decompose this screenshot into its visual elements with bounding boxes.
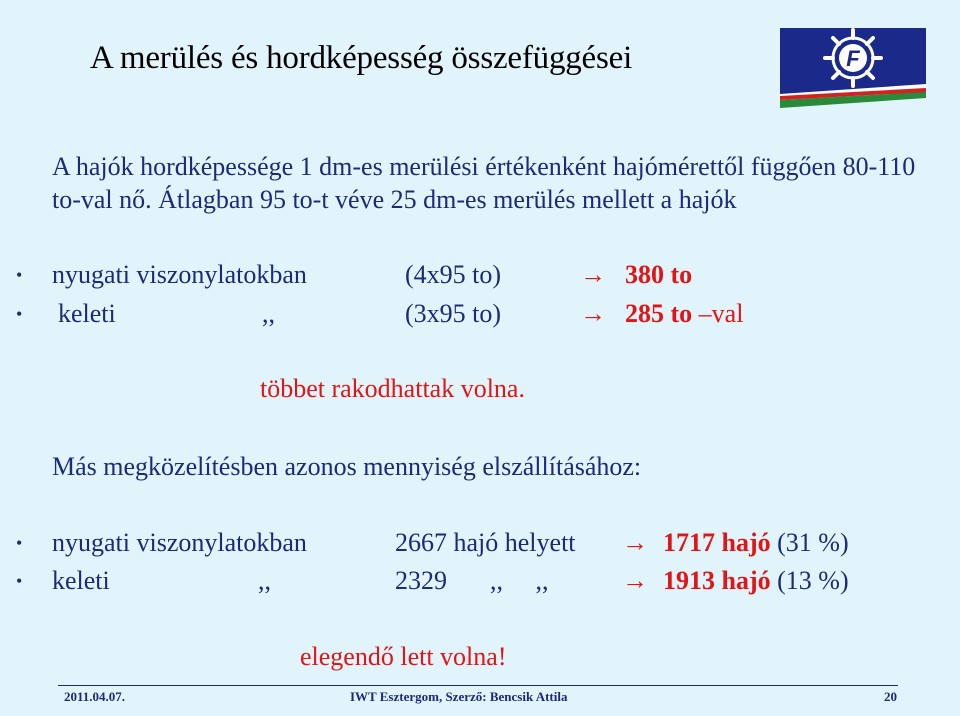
svg-text:F: F	[846, 46, 860, 71]
second-paragraph: Más megközelítésben azonos mennyiség elszállításához:	[52, 452, 642, 481]
bullet-icon: •	[16, 265, 23, 285]
footer-divider	[58, 685, 898, 686]
list1-label: nyugati viszonylatokban	[52, 260, 307, 289]
arrow-icon: →	[580, 299, 606, 328]
list2-result-word: hajó	[721, 566, 771, 595]
list2-result-num: 1913	[663, 566, 715, 595]
list2-result	[663, 564, 849, 598]
footer-author: IWT Esztergom, Szerző: Bencsik Attila	[350, 689, 568, 704]
list2-pct: (13 %)	[777, 566, 849, 595]
list1-calc: (4x95 to)	[405, 260, 502, 289]
list1-label: keleti	[58, 299, 116, 328]
intro-paragraph: A hajók hordképessége 1 dm-es merülési értékenként hajómérettől függően 80-110 to-val nő. Átlagban 95 to-t véve 25 dm-es merülés mellett a hajók	[52, 152, 916, 214]
list2-ditto: ,,	[258, 566, 271, 595]
list1-result: 285 to	[625, 299, 693, 328]
list1-result: 380 to	[625, 260, 693, 289]
list2-count: 2667 hajó helyett	[395, 528, 576, 557]
list2-count: 2329	[395, 566, 447, 595]
bullet-icon: •	[16, 533, 23, 553]
company-logo	[780, 28, 926, 108]
note-more-cargo: többet rakodhattak volna.	[260, 374, 525, 403]
list2-pct: (31 %)	[777, 528, 849, 557]
list2-result	[663, 526, 849, 560]
arrow-icon: →	[580, 260, 606, 289]
list2-count-ditto: ,, ,,	[490, 566, 549, 595]
footer-date: 2011.04.07.	[64, 689, 126, 704]
list1-suffix: –val	[698, 299, 744, 328]
arrow-icon: →	[622, 566, 648, 595]
list1-ditto: ,,	[262, 299, 275, 328]
list1-result-group	[625, 297, 743, 331]
arrow-icon: →	[622, 528, 648, 557]
bullet-icon: •	[16, 304, 23, 324]
list2-result-num: 1717	[663, 528, 715, 557]
list2-label: keleti	[52, 566, 110, 595]
ship-wheel-icon	[825, 30, 881, 86]
note-enough: elegendő lett volna!	[300, 642, 507, 671]
page-number: 20	[884, 689, 897, 704]
slide-title: A merülés és hordképesség összefüggései	[90, 40, 633, 76]
list1-calc: (3x95 to)	[405, 299, 502, 328]
bullet-icon: •	[16, 571, 23, 591]
list2-result-word: hajó	[721, 528, 771, 557]
list2-label: nyugati viszonylatokban	[52, 528, 307, 557]
